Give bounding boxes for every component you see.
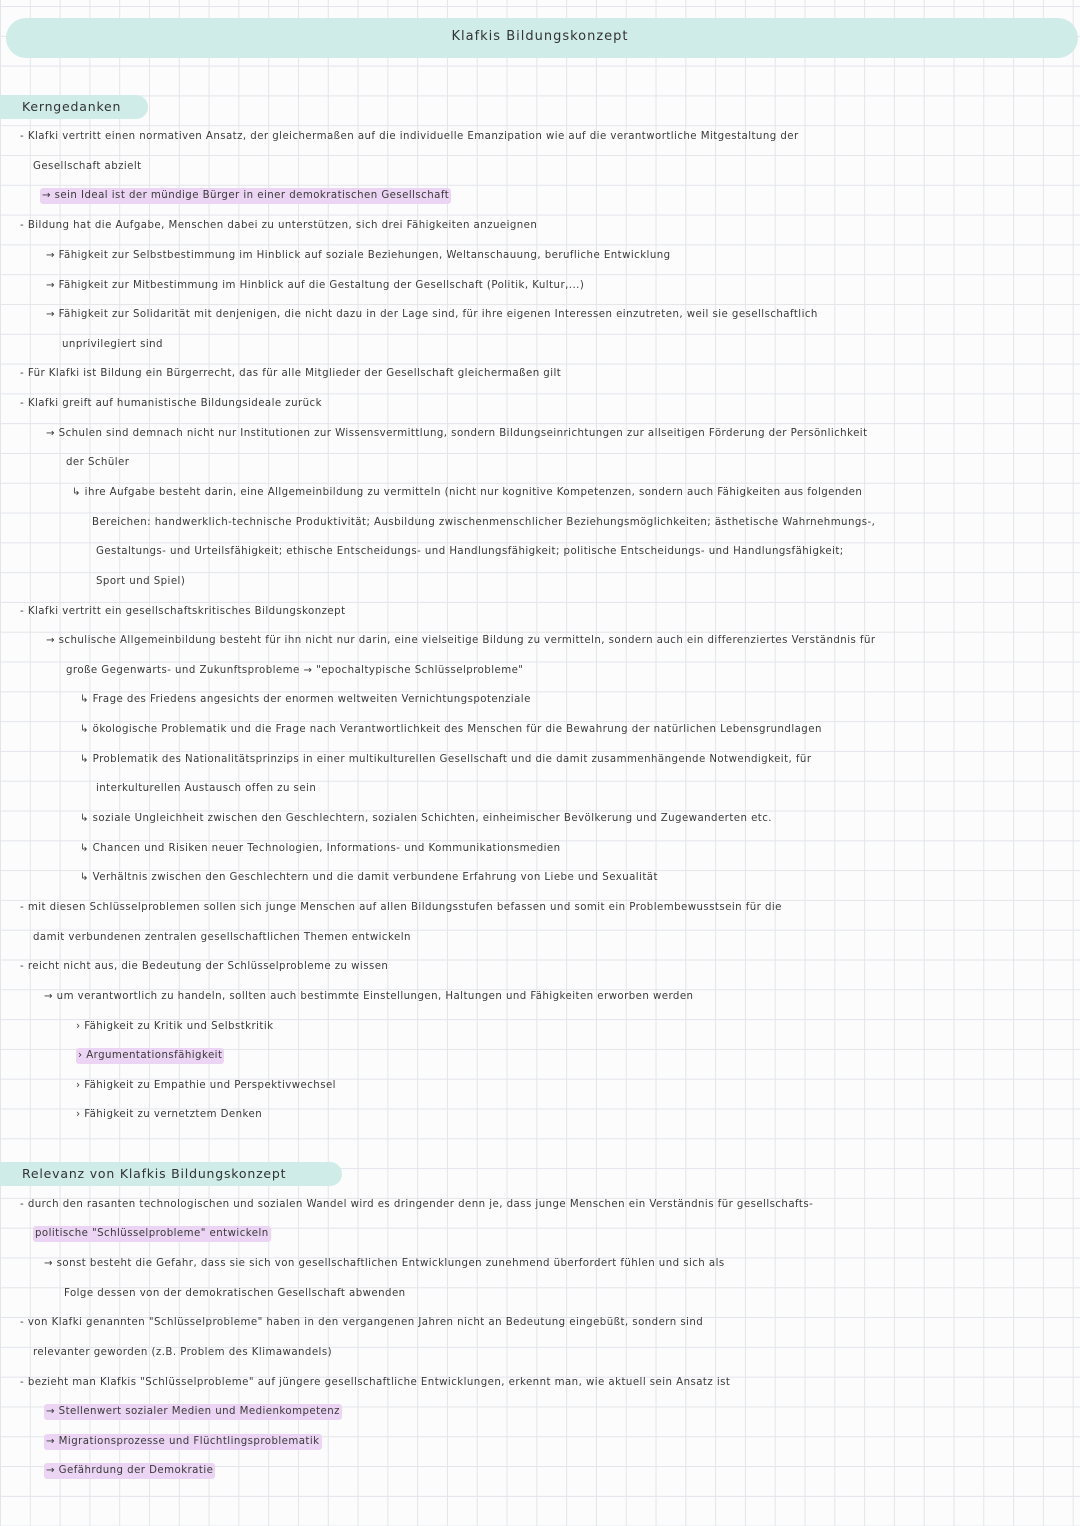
- note-line: interkulturellen Austausch offen zu sein: [96, 783, 317, 794]
- note-line: › Fähigkeit zu Kritik und Selbstkritik: [76, 1021, 274, 1032]
- note-line: Folge dessen von der demokratischen Gesellschaft abwenden: [64, 1288, 406, 1299]
- note-line: → Fähigkeit zur Selbstbestimmung im Hinblick auf soziale Beziehungen, Weltanschauung, berufliche Entwicklung: [46, 250, 671, 261]
- note-line: Gestaltungs- und Urteilsfähigkeit; ethische Entscheidungs- und Handlungsfähigkeit; politische Entscheidungs- und Handlungsfähigkeit;: [96, 546, 844, 557]
- note-line: → Fähigkeit zur Solidarität mit denjenigen, die nicht dazu in der Lage sind, für ihre eigenen Interessen einzutreten, weil sie gesellschaftlich: [46, 309, 818, 320]
- note-line: ↳ ökologische Problematik und die Frage nach Verantwortlichkeit des Menschen für die Bewahrung der natürlichen Lebensgrundlagen: [80, 724, 822, 735]
- note-line: Bereichen: handwerklich-technische Produktivität; Ausbildung zwischenmenschlicher Beziehungsmöglichkeiten; ästhetische Wahrnehmungs-,: [92, 517, 876, 528]
- note-line: ↳ Problematik des Nationalitätsprinzips in einer multikulturellen Gesellschaft und die damit zusammenhängende Notwendigkeit, für: [80, 754, 812, 765]
- note-line: → Gefährdung der Demokratie: [44, 1463, 215, 1479]
- note-line: - Für Klafki ist Bildung ein Bürgerrecht, das für alle Mitglieder der Gesellschaft gleichermaßen gilt: [20, 368, 562, 379]
- section-heading-kerngedanken: Kerngedanken: [0, 95, 148, 119]
- note-line: - mit diesen Schlüsselproblemen sollen sich junge Menschen auf allen Bildungsstufen befassen und somit ein Problembewusstsein für die: [20, 902, 782, 913]
- note-line: - Klafki vertritt ein gesellschaftskritisches Bildungskonzept: [20, 606, 346, 617]
- note-line: - bezieht man Klafkis "Schlüsselprobleme" auf jüngere gesellschaftliche Entwicklungen, erkennt man, wie aktuell sein Ansatz ist: [20, 1377, 731, 1388]
- note-line: große Gegenwarts- und Zukunftsprobleme → "epochaltypische Schlüsselprobleme": [66, 665, 524, 676]
- note-line: › Fähigkeit zu Empathie und Perspektivwechsel: [76, 1080, 336, 1091]
- note-line: Sport und Spiel): [96, 576, 186, 587]
- note-line: - Bildung hat die Aufgabe, Menschen dabei zu unterstützen, sich drei Fähigkeiten anzueignen: [20, 220, 538, 231]
- note-line: ↳ Chancen und Risiken neuer Technologien, Informations- und Kommunikationsmedien: [80, 843, 561, 854]
- note-line: ↳ Verhältnis zwischen den Geschlechtern und die damit verbundene Erfahrung von Liebe und Sexualität: [80, 872, 658, 883]
- section-heading-relevanz: Relevanz von Klafkis Bildungskonzept: [0, 1162, 342, 1186]
- note-line: › Argumentationsfähigkeit: [76, 1048, 224, 1064]
- note-line: › Fähigkeit zu vernetztem Denken: [76, 1109, 263, 1120]
- note-line: → Migrationsprozesse und Flüchtlingsproblematik: [44, 1434, 322, 1450]
- note-line: → um verantwortlich zu handeln, sollten auch bestimmte Einstellungen, Haltungen und Fähigkeiten erworben werden: [44, 991, 694, 1002]
- note-line: → Stellenwert sozialer Medien und Medienkompetenz: [44, 1404, 342, 1420]
- note-line: - reicht nicht aus, die Bedeutung der Schlüsselprobleme zu wissen: [20, 961, 389, 972]
- note-line: - Klafki vertritt einen normativen Ansatz, der gleichermaßen auf die individuelle Emanzipation wie auf die verantwortliche Mitgestaltung der: [20, 131, 799, 142]
- note-line: → schulische Allgemeinbildung besteht für ihn nicht nur darin, eine vielseitige Bildung zu vermitteln, sondern auch ein differenziertes Verständnis für: [46, 635, 876, 646]
- note-line: - von Klafki genannten "Schlüsselprobleme" haben in den vergangenen Jahren nicht an Bedeutung eingebüßt, sondern sind: [20, 1317, 704, 1328]
- note-line: ↳ soziale Ungleichheit zwischen den Geschlechtern, sozialen Schichten, einheimischer Bevölkerung und Zugewanderten etc.: [80, 813, 772, 824]
- note-line: der Schüler: [66, 457, 130, 468]
- note-line: ↳ Frage des Friedens angesichts der enormen weltweiten Vernichtungspotenziale: [80, 694, 531, 705]
- note-line: relevanter geworden (z.B. Problem des Klimawandels): [33, 1347, 333, 1358]
- note-line: damit verbundenen zentralen gesellschaftlichen Themen entwickeln: [33, 932, 411, 943]
- note-line: unprivilegiert sind: [62, 339, 163, 350]
- note-line: - durch den rasanten technologischen und sozialen Wandel wird es dringender denn je, dass junge Menschen ein Verständnis für gesellschafts-: [20, 1199, 814, 1210]
- note-line: ↳ ihre Aufgabe besteht darin, eine Allgemeinbildung zu vermitteln (nicht nur kognitive Kompetenzen, sondern auch Fähigkeiten aus folgenden: [72, 487, 863, 498]
- note-line: → Fähigkeit zur Mitbestimmung im Hinblick auf die Gestaltung der Gesellschaft (Politik, Kultur,...): [46, 280, 585, 291]
- note-line: Gesellschaft abzielt: [33, 161, 142, 172]
- note-line: → Schulen sind demnach nicht nur Institutionen zur Wissensvermittlung, sondern Bildungseinrichtungen zur allseitigen Förderung der Persönlichkeit: [46, 428, 868, 439]
- note-line: - Klafki greift auf humanistische Bildungsideale zurück: [20, 398, 322, 409]
- page-title: Klafkis Bildungskonzept: [451, 29, 629, 44]
- note-line: politische "Schlüsselprobleme" entwickeln: [33, 1226, 271, 1242]
- note-line: → sein Ideal ist der mündige Bürger in einer demokratischen Gesellschaft: [40, 188, 451, 204]
- note-line: → sonst besteht die Gefahr, dass sie sich von gesellschaftlichen Entwicklungen zunehmend überfordert fühlen und sich als: [44, 1258, 725, 1269]
